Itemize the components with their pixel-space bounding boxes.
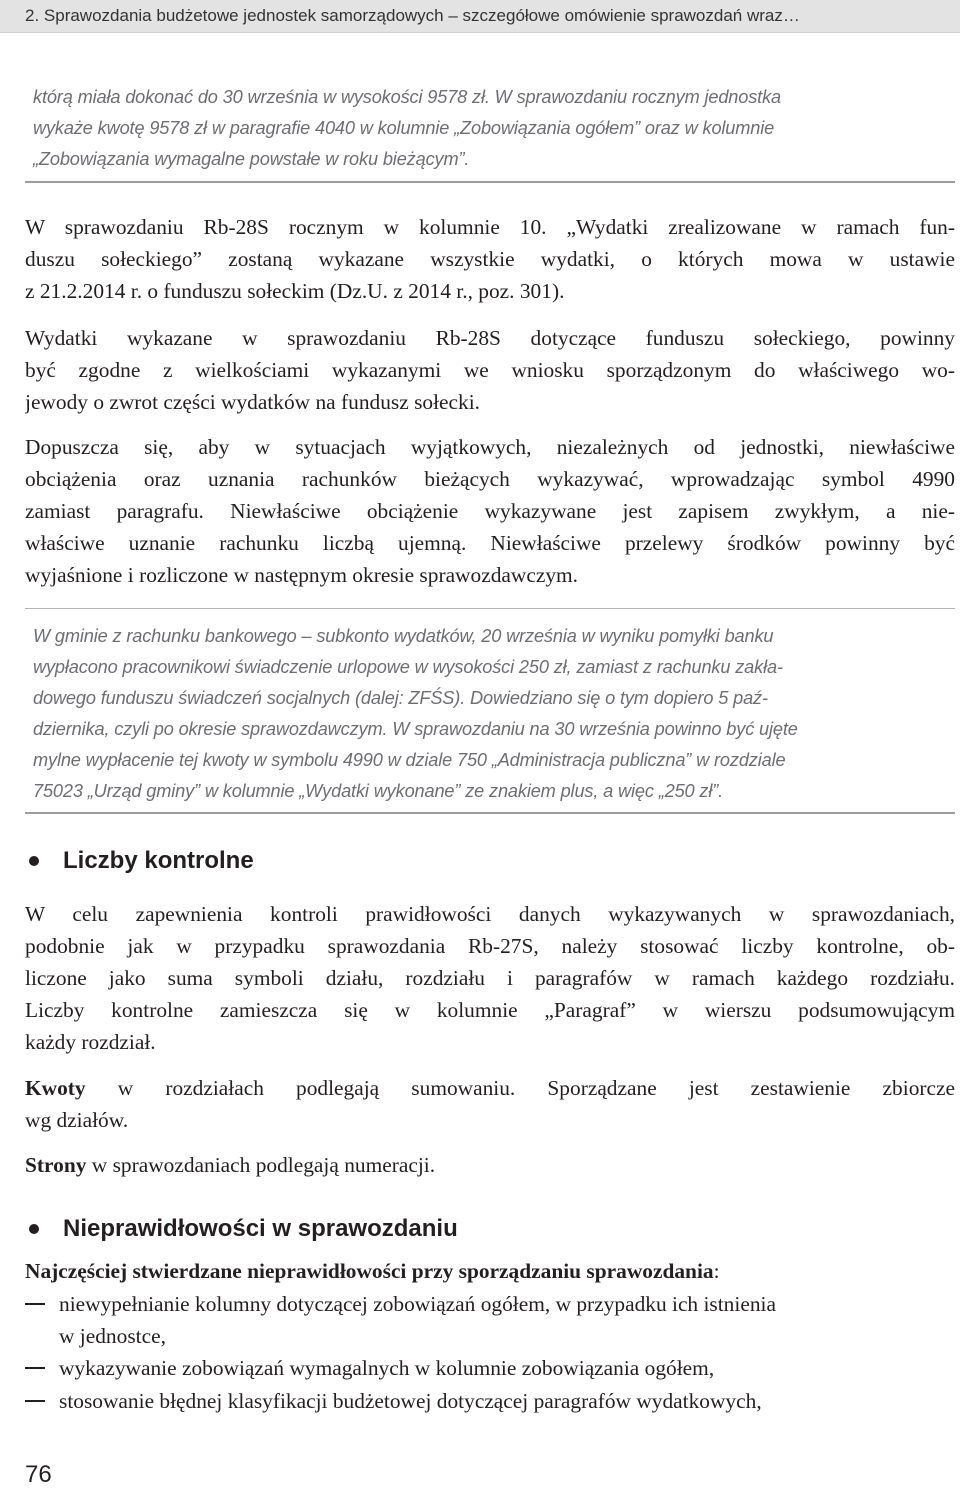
text-line: wyjaśnione i rozliczone w następnym okresie sprawozdawczym. [25, 563, 579, 587]
list-item-text: stosowanie błędnej klasyfikacji budżetowej dotyczącej paragrafów wydatkowych, [59, 1389, 762, 1413]
bullet-icon [29, 856, 39, 866]
page-number: 76 [25, 1461, 52, 1488]
paragraph-kwoty [25, 1072, 955, 1136]
text-line: W celu zapewnienia kontroli prawidłowości danych wykazywanych w sprawozdaniach, [25, 902, 955, 926]
running-title: 2. Sprawozdania budżetowe jednostek samorządowych – szczegółowe omówienie sprawozdań wraz… [25, 6, 800, 25]
dash-icon [25, 1367, 45, 1369]
example-line: dziernika, czyli po okresie sprawozdawczym. W sprawozdaniu na 30 września powinno być ujęte [33, 719, 798, 739]
text-line: podobnie jak w przypadku sprawozdania Rb-27S, należy stosować liczby kontrolne, ob- [25, 934, 955, 958]
list-item-text: w jednostce, [59, 1324, 166, 1348]
paragraph-solecki-fund [25, 322, 955, 418]
paragraph-rb28s-column10 [25, 211, 955, 307]
text-line: Dopuszcza się, aby w sytuacjach wyjątkowych, niezależnych od jednostki, niewłaściwe [25, 435, 955, 459]
example-line: którą miała dokonać do 30 września w wysokości 9578 zł. W sprawozdaniu rocznym jednostka [33, 87, 781, 107]
text-line: W sprawozdaniu Rb-28S rocznym w kolumnie 10. „Wydatki zrealizowane w ramach fun- [25, 215, 955, 239]
example-bank-error [33, 621, 798, 807]
example-line: wypłacono pracownikowi świadczenie urlopowe w wysokości 250 zł, zamiast z rachunku zakła- [33, 657, 783, 677]
text-line: zamiast paragrafu. Niewłaściwe obciążenie wykazywane jest zapisem zwykłym, a nie- [25, 499, 955, 523]
example-bottom-rule [25, 181, 955, 183]
example-continuation [33, 82, 781, 175]
bold-term: Strony [25, 1153, 87, 1177]
paragraph-symbol-4990 [25, 431, 955, 591]
example-line: W gminie z rachunku bankowego – subkonto wydatków, 20 września w wyniku pomyłki banku [33, 626, 774, 646]
dash-icon [25, 1303, 45, 1305]
example-line: mylne wypłacenie tej kwoty w symbolu 4990 w dziale 750 „Administracja publiczna” w rozdziale [33, 750, 786, 770]
irregularities-intro [25, 1255, 955, 1287]
bold-intro: Najczęściej stwierdzane nieprawidłowości przy sporządzaniu sprawozdania [25, 1259, 714, 1283]
example-line: „Zobowiązania wymagalne powstałe w roku bieżącym”. [33, 149, 470, 169]
list-item-text: niewypełnianie kolumny dotyczącej zobowiązań ogółem, w przypadku ich istnienia [59, 1292, 776, 1316]
section-title: Liczby kontrolne [63, 847, 254, 874]
text-run: : [713, 1259, 720, 1283]
text-line: Liczby kontrolne zamieszcza się w kolumnie „Paragraf” w wierszu podsumowującym [25, 998, 955, 1022]
text-line: właściwe uznanie rachunku liczbą ujemną. Niewłaściwe przelewy środków powinny być [25, 531, 955, 555]
text-line: liczone jako suma symboli działu, rozdziału i paragrafów w ramach każdego rozdziału. [25, 966, 955, 990]
bullet-icon [29, 1224, 39, 1234]
dash-icon [25, 1400, 45, 1402]
text-line: duszu sołeckiego” zostaną wykazane wszystkie wydatki, o których mowa w ustawie [25, 247, 955, 271]
example-line: wykaże kwotę 9578 zł w paragrafie 4040 w kolumnie „Zobowiązania ogółem” oraz w kolumnie [33, 118, 775, 138]
list-item-text: wykazywanie zobowiązań wymagalnych w kolumnie zobowiązania ogółem, [59, 1356, 715, 1380]
text-run: w sprawozdaniach podlegają numeracji. [86, 1153, 436, 1177]
text-line: jewody o zwrot części wydatków na fundusz sołecki. [25, 390, 481, 414]
section-title: Nieprawidłowości w sprawozdaniu [63, 1215, 458, 1242]
bold-term: Kwoty [25, 1076, 86, 1100]
section-heading-irregularities [25, 1215, 458, 1243]
paragraph-strony [25, 1149, 955, 1181]
example-bottom-rule [25, 812, 955, 814]
example-line: dowego funduszu świadczeń socjalnych (dalej: ZFŚS). Dowiedziano się o tym dopiero 5 paź- [33, 688, 768, 708]
section-heading-control-numbers [25, 847, 254, 875]
text-line: z 21.2.2014 r. o funduszu sołeckim (Dz.U. z 2014 r., poz. 301). [25, 279, 565, 303]
example-top-rule [25, 608, 955, 609]
text-line: każdy rozdział. [25, 1030, 156, 1054]
example-line: 75023 „Urząd gminy” w kolumnie „Wydatki wykonane” ze znakiem plus, a więc „250 zł”. [33, 781, 724, 801]
text-line: wg działów. [25, 1108, 129, 1132]
paragraph-control-numbers [25, 898, 955, 1058]
running-header [0, 0, 960, 33]
text-run: w rozdziałach podlegają sumowaniu. Sporządzane jest zestawienie zbiorcze [85, 1076, 955, 1100]
text-line: obciążenia oraz uznania rachunków bieżących wykazywać, wprowadzając symbol 4990 [25, 467, 955, 491]
text-line: być zgodne z wielkościami wykazanymi we wniosku sporządzonym do właściwego wo- [25, 358, 955, 382]
text-line: Wydatki wykazane w sprawozdaniu Rb-28S dotyczące funduszu sołeckiego, powinny [25, 326, 955, 350]
